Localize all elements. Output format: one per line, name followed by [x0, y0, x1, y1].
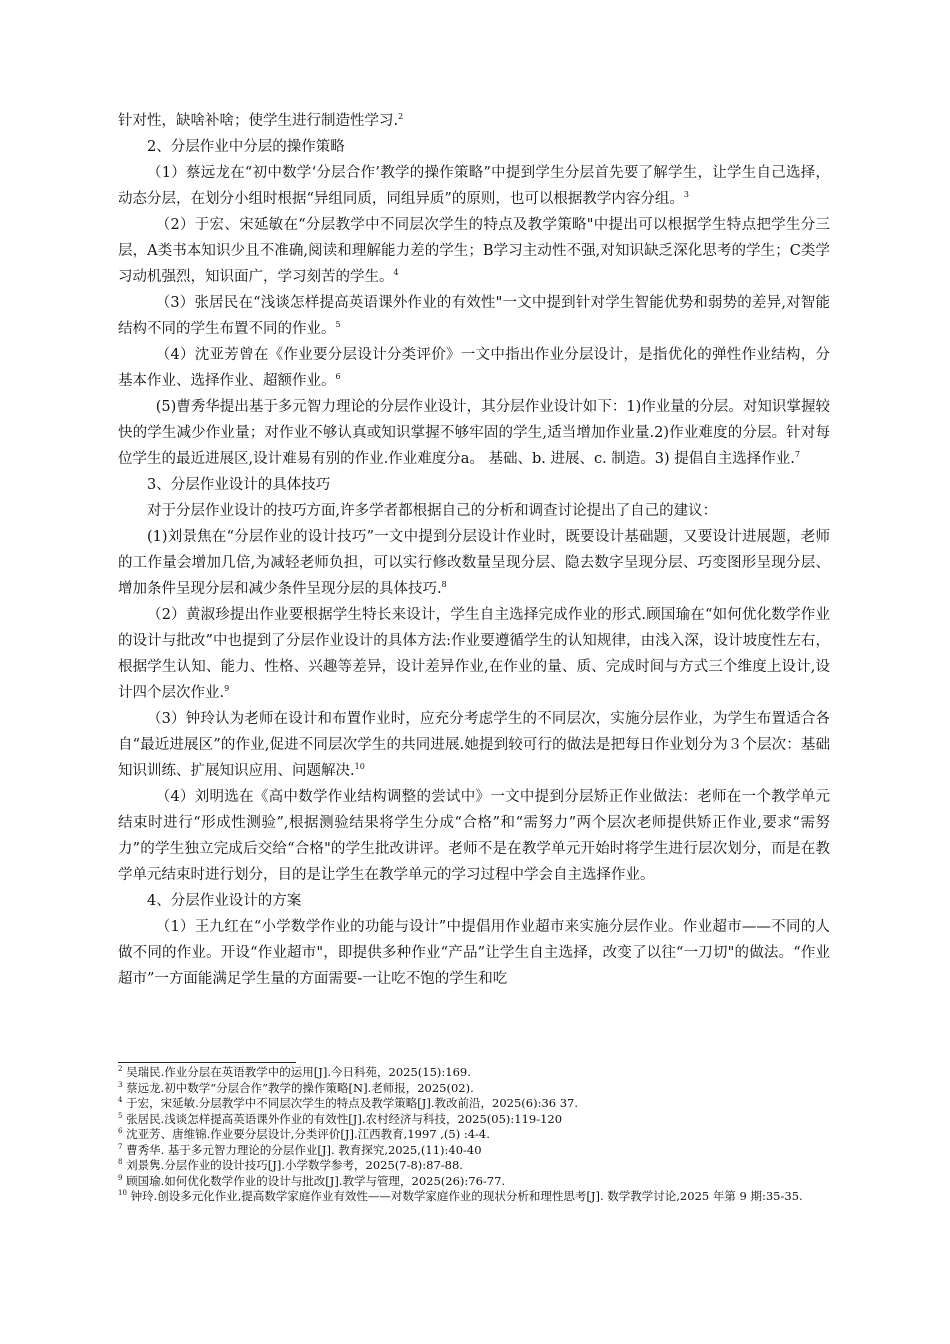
footnote: $^8$ 刘景隽.分层作业的设计技巧[J].小学数学参考，2025(7-8):87-88.	[118, 1158, 463, 1172]
section-heading: 3、分层作业设计的具体技巧	[147, 477, 331, 493]
paragraph: （1）王九红在“小学数学作业的功能与设计”中提倡用作业超市来实施分层作业。作业超市——不同的人做不同的作业。开设“作业超市"，即提供多种作业“产品”让学生自主选择，改变了以往“一刀切"的做法。“作业超市”一方面能满足学生量的方面需要-一让吃不饱的学生和吃	[118, 919, 830, 987]
document-body	[118, 108, 830, 992]
paragraph: （4）沈亚芳曾在《作业要分层设计分类评价》一文中指出作业分层设计，是指优化的弹性作业结构，分基本作业、选择作业、超额作业。$^6$	[118, 347, 830, 389]
footnote-ref[interactable]: 8	[441, 580, 447, 590]
footnote-ref[interactable]: 3	[683, 190, 689, 200]
footnote: $^3$ 蔡远龙.初中数学“分层合作”教学的操作策略[N].老师报，2025(02).	[118, 1080, 474, 1095]
section-heading: 2、分层作业中分层的操作策略	[147, 139, 345, 155]
paragraph: （2）黄淑珍提出作业要根据学生特长来设计，学生自主选择完成作业的形式.顾国瑜在“如何优化数学作业的设计与批改”中也提到了分层作业设计的具体方法:作业要遵循学生的认知规律，由浅入深，设计坡度性左右，根据学生认知、能力、性格、兴趣等差异，设计差异作业,在作业的量、质、完成时间与方式三个维度上设计,设计四个层次作业.$^9$	[118, 607, 830, 701]
footnote-ref[interactable]: 2	[398, 112, 404, 122]
footnotes	[118, 1062, 830, 1205]
footnote-ref[interactable]: 6	[335, 372, 341, 382]
paragraph: （1）蔡远龙在“初中数学‘分层合作’教学的操作策略”中提到学生分层首先要了解学生，让学生自己选择，动态分层，在划分小组时根据“异组同质，同组异质”的原则，也可以根据教学内容分组。$^3$	[118, 165, 830, 207]
footnote: $^9$ 顾国瑜.如何优化数学作业的设计与批改[J].教学与管理，2025(26):76-77.	[118, 1173, 506, 1188]
paragraph: 对于分层作业设计的技巧方面,许多学者都根据自己的分析和调查讨论提出了自己的建议：	[147, 503, 718, 519]
paragraph: （2）于宏、宋延敏在“分层教学中不同层次学生的特点及教学策略"中提出可以根据学生特点把学生分三层，A类书本知识少且不准确,阅读和理解能力差的学生；B学习主动性不强,对知识缺乏深化思考的学生；C类学习动机强烈，知识面广，学习刻苦的学生。$^4$	[118, 217, 830, 285]
footnote-ref[interactable]: 5	[335, 320, 341, 330]
footnote: $^4$ 于宏，宋延敏.分层教学中不同层次学生的特点及教学策略[J].教改前沿，2025(6):36 37.	[118, 1096, 579, 1110]
footnote: $^{10}$ 钟玲.创设多元化作业,提高数学家庭作业有效性——对数学家庭作业的现状分析和理性思考[J]. 数学教学讨论,2025 年第 9 期:35-35.	[118, 1189, 803, 1203]
footnote-ref[interactable]: 4	[393, 268, 399, 278]
footnote-ref[interactable]: 9	[224, 684, 230, 694]
footnote-ref[interactable]: 7	[794, 450, 801, 460]
paragraph: （3）张居民在“浅谈怎样提高英语课外作业的有效性"一文中提到针对学生智能优势和弱势的差异,对智能结构不同的学生布置不同的作业。$^5$	[118, 295, 830, 337]
paragraph: 针对性，缺啥补啥；使学生进行制造性学习.$^2$	[118, 112, 404, 129]
footnote-divider	[118, 1062, 296, 1063]
footnote: $^7$ 曹秀华. 基于多元智力理论的分层作业[J]. 教育探究,2025,(11):40-40	[118, 1142, 482, 1157]
paragraph: (5)曹秀华提出基于多元智力理论的分层作业设计，其分层作业设计如下：1)作业量的分层。对知识掌握较快的学生减少作业量；对作业不够认真或知识掌握不够牢固的学生,适当增加作业量.2)作业难度的分层。针对每位学生的最近进展区,设计难易有别的作业.作业难度分a。 基础、b. 进展、c. 制造。3) 提倡自主选择作业.$^7$	[118, 399, 830, 467]
paragraph: （4）刘明选在《高中数学作业结构调整的尝试中》一文中提到分层矫正作业做法：老师在一个教学单元结束时进行“形成性测验”,根据测验结果将学生分成“合格”和“需努力”两个层次老师提供矫正作业,要求“需努力”的学生独立完成后交给“合格"的学生批改讲评。老师不是在教学单元开始时将学生进行层次划分，而是在教学单元结束时进行划分，目的是让学生在教学单元的学习过程中学会自主选择作业。	[118, 789, 830, 883]
paragraph: (1)刘景焦在“分层作业的设计技巧”一文中提到分层设计作业时，既要设计基础题，又要设计进展题，老师的工作量会增加几倍,为减轻老师负担，可以实行修改数量呈现分层、隐去数字呈现分层、巧变图形呈现分层、增加条件呈现分层和减少条件呈现分层的具体技巧.$^8$	[118, 529, 830, 597]
paragraph: （3）钟玲认为老师在设计和布置作业时，应充分考虑学生的不同层次，实施分层作业，为学生布置适合各自“最近进展区”的作业,促进不同层次学生的共同进展.她提到较可行的做法是把每日作业划分为３个层次：基础知识训练、扩展知识应用、问题解决.$^{10}$	[118, 711, 830, 779]
footnote-ref[interactable]: 10	[354, 762, 365, 772]
footnote: $^5$ 张居民.浅谈怎样提高英语课外作业的有效性[J].农村经济与科技，2025(05):119-120	[118, 1111, 563, 1126]
section-heading: 4、分层作业设计的方案	[147, 893, 302, 909]
footnote: $^2$ 吴瑞民.作业分层在英语教学中的运用[J].今日科苑，2025(15):169.	[118, 1065, 471, 1079]
footnote: $^6$ 沈亚芳、唐维锦.作业要分层设计,分类评价[J].江西教育,1997 ,(5) :4-4.	[118, 1127, 490, 1141]
